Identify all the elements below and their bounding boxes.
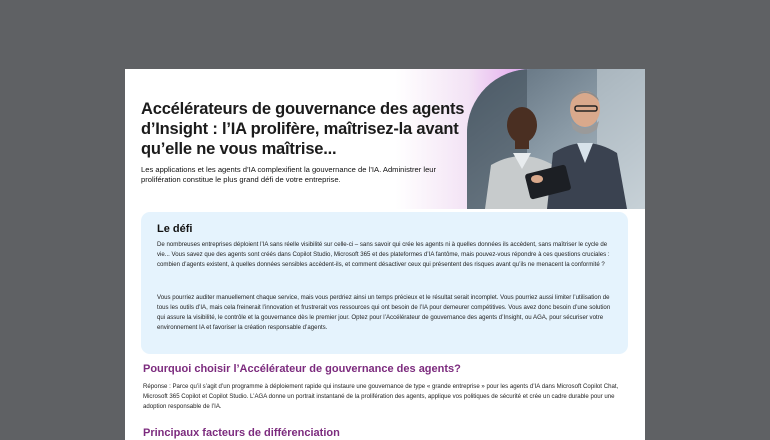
challenge-heading: Le défi [157, 223, 193, 235]
page-title: Accélérateurs de gouvernance des agents d’Insight : l’IA prolifère, maîtrisez-la avant qu’elle ne vous maîtrise... [141, 100, 465, 158]
differentiators-heading: Principaux facteurs de différenciation [143, 427, 340, 439]
page-subtitle: Les applications et les agents d’IA complexifient la gouvernance de l’IA. Administrer leur prolifération constitue le plus grand défi de votre entreprise. [141, 165, 437, 184]
why-paragraph: Réponse : Parce qu’il s’agit d’un programme à déploiement rapide qui instaure une gouvernance de type « grande entreprise » pour les agents d’IA dans Microsoft Copilot Chat, Microsoft 365 Copilot et Copilot Studio. L’AGA donne un portrait instantané de la prolifération des agents, applique vos politiques de sécurité et crée un cadre durable pour une adoption responsable de l’IA. [143, 383, 619, 410]
hero-photo [467, 69, 645, 209]
challenge-box [141, 212, 628, 354]
why-heading: Pourquoi choisir l’Accélérateur de gouvernance des agents? [143, 363, 461, 375]
challenge-paragraph-1: De nombreuses entreprises déploient l’IA sans réelle visibilité sur celle-ci – sans savoir qui crée les agents ni à quelles données ils accèdent, sans maîtriser le cycle de vie... Vous savez que des agents sont créés dans Copilot Studio, Microsoft 365 et des plateformes d’IA fantôme, mais pouvez-vous répondre à ces questions cruciales : combien d’agents existent, à quelles données sensibles accèdent-ils, et comment désactiver ceux qui présentent des risques avant qu’ils ne menacent la conformité ? [157, 241, 610, 268]
business-people-illustration [467, 69, 645, 209]
hero-banner [125, 69, 645, 209]
challenge-paragraph-2: Vous pourriez auditer manuellement chaque service, mais vous perdriez ainsi un temps précieux et le résultat serait incomplet. Vous pourriez aussi limiter l’utilisation de tous les outils d’IA, mais cela freinerait l’innovation et frustrerait vos ressources qui ont besoin de l’IA pour demeurer compétitives. Vous avez donc besoin d’une solution qui assure la visibilité, le contrôle et la gouvernance dès le premier jour. Optez pour l’Accélérateur de gouvernance des agents d’Insight, ou AGA, pour sécuriser votre environnement IA et favoriser la création responsable d’agents. [157, 294, 611, 331]
document-page [125, 69, 645, 440]
